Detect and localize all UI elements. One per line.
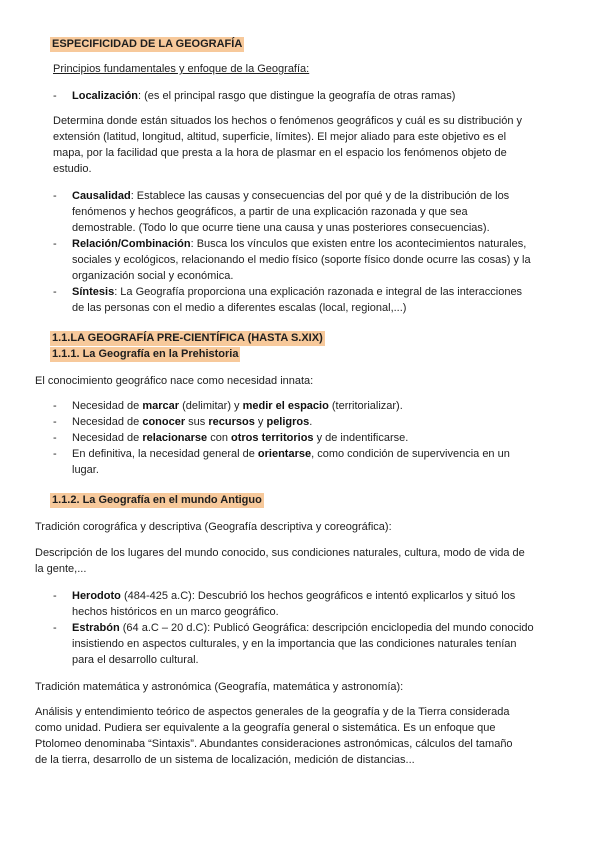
paragraph-line: Descripción de los lugares del mundo conocido, sus condiciones naturales, cultura, modo de vida de xyxy=(35,547,525,559)
paragraph-line: Análisis y entendimiento teórico de aspectos generales de la geografía y de la Tierra considerada xyxy=(35,706,510,718)
bold-term: marcar xyxy=(142,400,180,412)
bullet-marker: - xyxy=(53,622,57,634)
principles-heading: Principios fundamentales y enfoque de la Geografía: xyxy=(53,63,310,75)
paragraph-line: estudio. xyxy=(53,163,92,175)
principle-causalidad xyxy=(72,189,509,204)
text: (delimitar) y xyxy=(179,400,243,412)
text: con xyxy=(207,432,232,444)
term-causalidad: Causalidad xyxy=(72,190,131,202)
bullet-marker: - xyxy=(53,286,57,298)
list-continuation: lugar. xyxy=(72,464,99,476)
paragraph-line: mapa, por la facilidad que presta a la hora de plasmar en el espacio los fenómenos objeto de xyxy=(53,147,507,159)
text: (territorializar). xyxy=(328,400,403,412)
text: , como condición de supervivencia en un xyxy=(311,448,510,460)
principle-sintesis xyxy=(72,285,522,300)
need-item xyxy=(72,415,312,430)
author-herodoto xyxy=(72,589,515,604)
list-continuation: de las personas con el medio a diferentes escalas (local, regional,...) xyxy=(72,302,407,314)
sintesis-desc: : La Geografía proporciona una explicación razonada e integral de las interacciones xyxy=(114,286,523,298)
tradition-heading: Tradición matemática y astronómica (Geografía, matemática y astronomía): xyxy=(35,681,404,693)
paragraph-line: la gente,... xyxy=(35,563,87,575)
paragraph-line: Determina donde están situados los hechos o fenómenos geográficos y cuál es su distribución y xyxy=(53,115,522,127)
bullet-marker: - xyxy=(53,590,57,602)
paragraph-line: Ptolomeo denominaba “Sintaxis”. Abundantes consideraciones astronómicas, cálculos del tamaño xyxy=(35,738,513,750)
need-item xyxy=(72,447,510,462)
bullet-marker: - xyxy=(53,448,57,460)
prehistory-intro: El conocimiento geográfico nace como necesidad innata: xyxy=(35,375,314,387)
heading-1-1: 1.1.LA GEOGRAFÍA PRE-CIENTÍFICA (HASTA S.XIX) xyxy=(52,332,323,344)
list-continuation: demostrable. (Todo lo que ocurre tiene una causa y unas posteriores consecuencias). xyxy=(72,222,490,234)
estrabon-desc: (64 a.C – 20 d.C): Publicó Geográfica: descripción enciclopedia del mundo conocido xyxy=(119,622,534,634)
bold-term: peligros xyxy=(266,416,310,428)
term-localizacion: Localización xyxy=(72,90,139,102)
bold-term: conocer xyxy=(142,416,186,428)
text: y de indentificarse. xyxy=(313,432,409,444)
bold-term: otros territorios xyxy=(231,432,314,444)
term-relacion: Relación/Combinación xyxy=(72,238,191,250)
list-continuation: para el desarrollo cultural. xyxy=(72,654,199,666)
bullet-marker: - xyxy=(53,90,57,102)
text: sus xyxy=(185,416,209,428)
section-title: ESPECIFICIDAD DE LA GEOGRAFÍA xyxy=(52,38,243,50)
term-estrabon: Estrabón xyxy=(72,622,120,634)
list-continuation: organización social y económica. xyxy=(72,270,234,282)
bold-term: medir el espacio xyxy=(242,400,329,412)
bullet-marker: - xyxy=(53,432,57,444)
heading-1-1-2: 1.1.2. La Geografía en el mundo Antiguo xyxy=(52,494,262,506)
herodoto-desc: (484-425 a.C): Descubrió los hechos geográficos e intentó explicarlos y situó los xyxy=(120,590,516,602)
list-continuation: hechos históricos en un marco geográfico. xyxy=(72,606,279,618)
localizacion-desc: : (es el principal rasgo que distingue la geografía de otras ramas) xyxy=(138,90,456,102)
author-estrabon xyxy=(72,621,534,636)
list-continuation: sociales y ecológicos, relacionando el medio físico (soporte físico donde ocurre las cosas) y la xyxy=(72,254,531,266)
bullet-marker: - xyxy=(53,400,57,412)
bold-term: relacionarse xyxy=(142,432,208,444)
heading-1-1-1: 1.1.1. La Geografía en la Prehistoria xyxy=(52,348,239,360)
paragraph-line: extensión (latitud, longitud, altitud, superficie, límites). El mejor aliado para este objetivo es el xyxy=(53,131,507,143)
principle-localizacion xyxy=(72,89,455,104)
need-item xyxy=(72,399,403,414)
text: . xyxy=(309,416,313,428)
bold-term: orientarse xyxy=(257,448,312,460)
paragraph-line: de la tierra, desarrollo de un sistema de localización, medición de distancias... xyxy=(35,754,415,766)
bold-term: recursos xyxy=(208,416,255,428)
text: y xyxy=(254,416,267,428)
tradition-heading: Tradición corográfica y descriptiva (Geografía descriptiva y coreográfica): xyxy=(35,521,392,533)
bullet-marker: - xyxy=(53,416,57,428)
bullet-marker: - xyxy=(53,238,57,250)
term-herodoto: Herodoto xyxy=(72,590,121,602)
causalidad-desc: : Establece las causas y consecuencias del por qué y de la distribución de los xyxy=(130,190,510,202)
principle-relacion xyxy=(72,237,526,252)
text: Necesidad de xyxy=(72,432,143,444)
paragraph-line: como unidad. Pudiera ser equivalente a la geografía general o sistemática. Es un enfoque que xyxy=(35,722,496,734)
text: En definitiva, la necesidad general de xyxy=(72,448,258,460)
text: Necesidad de xyxy=(72,416,143,428)
bullet-marker: - xyxy=(53,190,57,202)
relacion-desc: : Busca los vínculos que existen entre los acontecimientos naturales, xyxy=(190,238,527,250)
text: Necesidad de xyxy=(72,400,143,412)
need-item xyxy=(72,431,408,446)
list-continuation: fenómenos y hechos geográficos, a partir de una explicación razonada y que sea xyxy=(72,206,468,218)
list-continuation: insistiendo en aspectos culturales, y en la importancia que las condiciones naturales tenían xyxy=(72,638,517,650)
term-sintesis: Síntesis xyxy=(72,286,115,298)
